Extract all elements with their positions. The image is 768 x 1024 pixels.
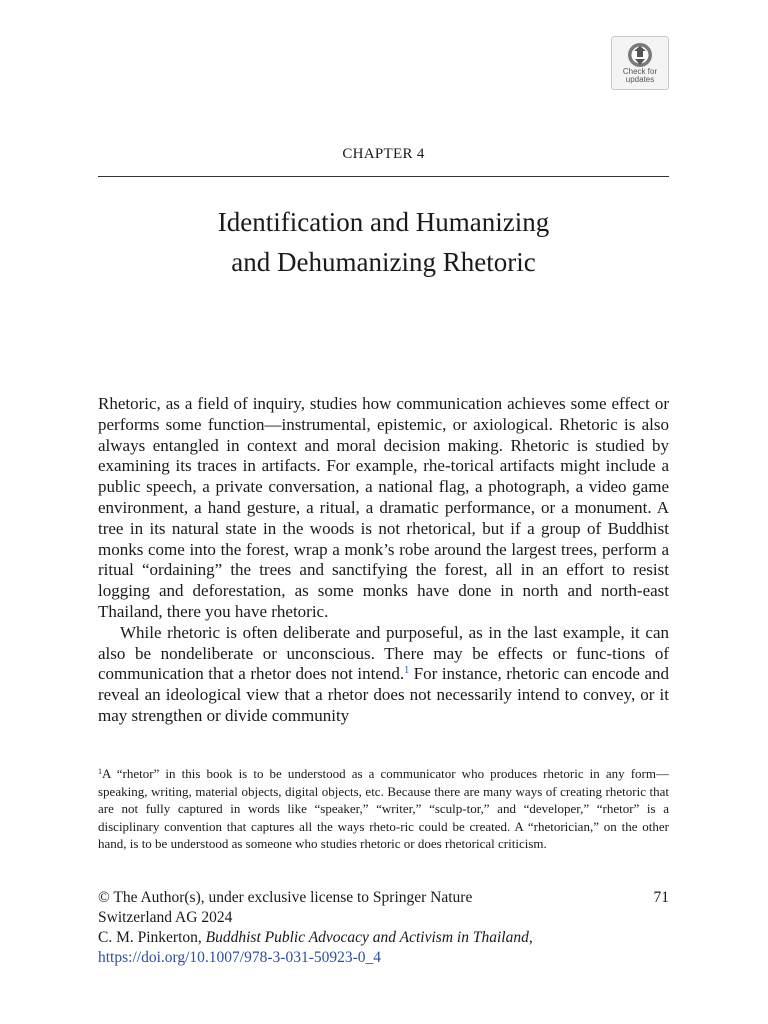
footnote-reference[interactable]: 1 — [404, 665, 410, 677]
chapter-title-line1: Identification and Humanizing — [217, 207, 550, 237]
author-name: C. M. Pinkerton, — [98, 929, 206, 946]
body-text — [98, 394, 669, 727]
paragraph-2 — [98, 623, 669, 727]
citation-comma: , — [528, 929, 533, 946]
badge-label-line1: Check for — [622, 67, 658, 76]
chapter-divider — [98, 176, 669, 177]
footnote-number: 1 — [98, 767, 102, 776]
check-for-updates-badge[interactable] — [611, 36, 669, 90]
page-footer — [98, 888, 669, 968]
citation-line — [98, 928, 669, 948]
footnote-text: A “rhetor” in this book is to be understood as a communicator who produces rhetoric in any form—speaking, writing, material objects, digital objects, etc. Because there are many ways of creating rhetoric that are not fully captured in words like “speaker,” “writer,” “sculp-tor,” and “developer,” “rhetor” is a disciplinary convention that captures all the ways rheto-ric could be created. A “rhetorician,” on the other hand, is to be understood as someone who studies rhetoric or does rhetorical criticism. — [98, 766, 669, 851]
badge-label-line2: updates — [625, 75, 655, 84]
check-for-updates-icon — [627, 42, 653, 68]
paragraph-2-text: While rhetoric is often deliberate and purposeful, as in the last example, it can also be nondeliberate or unconscious. There may be effects or func-tions of communication that a rhetor does not intend. — [98, 622, 669, 684]
copyright-line-2: Switzerland AG 2024 — [98, 909, 233, 926]
paragraph-2-continuation: For instance, rhetoric can encode and reveal an ideological view that a rhetor does not necessarily intend to convey, or it may strengthen or divide community — [98, 664, 669, 725]
footnote — [98, 765, 669, 853]
chapter-label: CHAPTER 4 — [342, 146, 425, 162]
chapter-title — [98, 202, 669, 282]
book-title: Buddhist Public Advocacy and Activism in Thailand — [205, 929, 529, 946]
paragraph-1: Rhetoric, as a field of inquiry, studies how communication achieves some effect or performs some function—instrumental, epistemic, or axiological. Rhetoric is also always entangled in context and moral decision making. Rhetoric is studied by examining its traces in artifacts. For example, rhe-torical artifacts might include a public speech, a private conversation, a national flag, a photograph, a video game environment, a hand gesture, a ritual, a dramatic performance, or a monument. A tree in its natural state in the woods is not rhetorical, but if a group of Buddhist monks come into the forest, wrap a monk’s robe around the largest trees, perform a ritual “ordaining” the trees and sanctifying the forest, all in an effort to resist logging and deforestation, as some monks have done in north and north-east Thailand, there you have rhetoric. — [98, 394, 669, 621]
page-number: 71 — [653, 889, 669, 906]
copyright-line-1: © The Author(s), under exclusive license to Springer Nature — [98, 889, 473, 906]
doi-link[interactable]: https://doi.org/10.1007/978-3-031-50923-0_4 — [98, 949, 382, 966]
chapter-title-line2: and Dehumanizing Rhetoric — [231, 247, 536, 277]
